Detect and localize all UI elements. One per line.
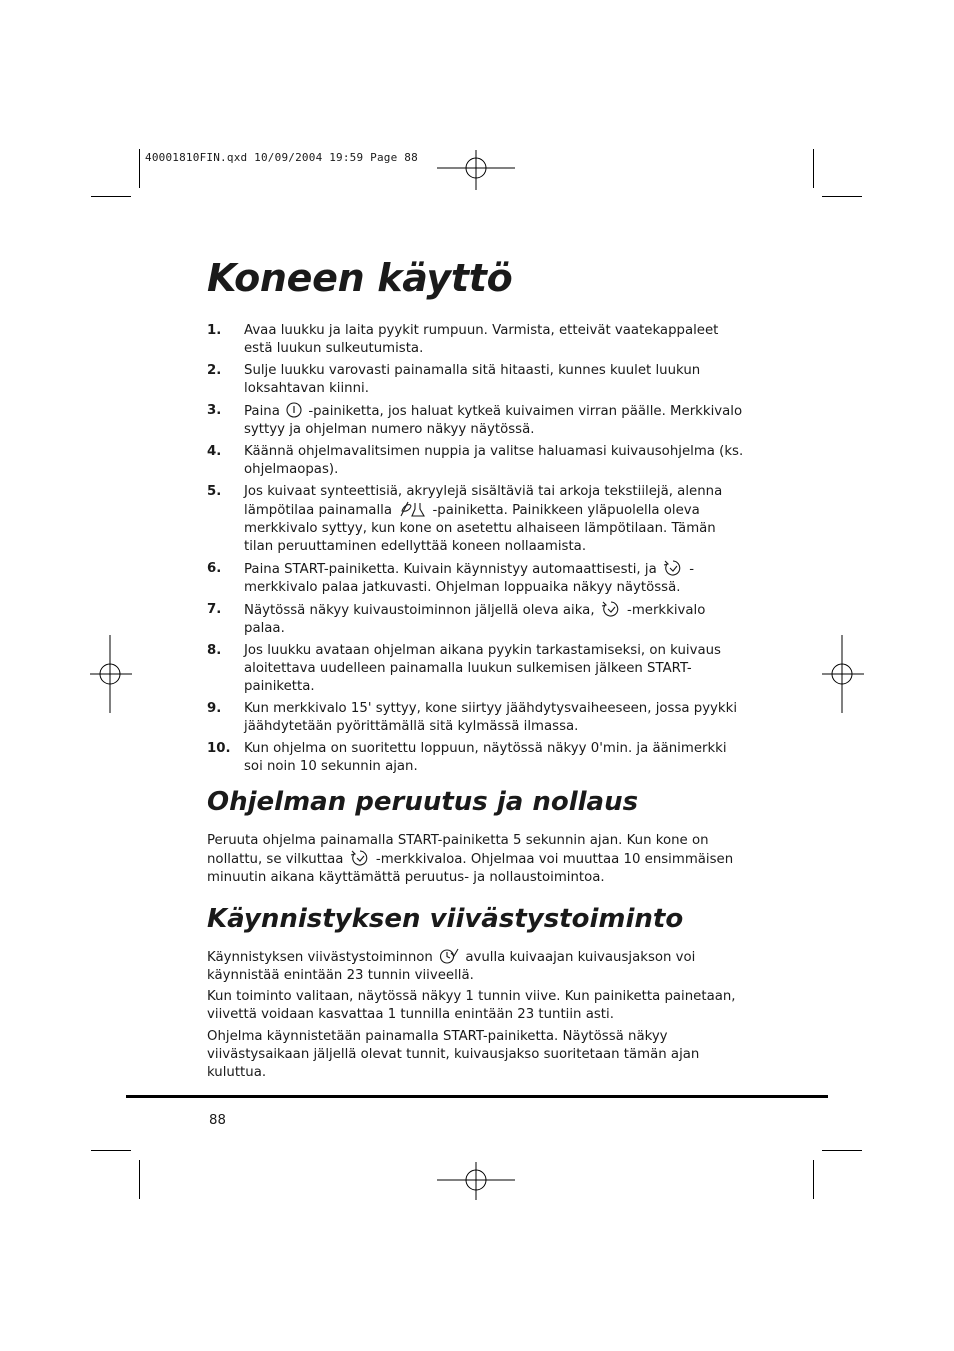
page-title: Koneen käyttö [207, 256, 513, 300]
step-text-before: Paina [244, 404, 280, 419]
delay-start-paragraph-1 [207, 948, 747, 985]
crop-mark [139, 1160, 140, 1199]
timer-icon [350, 850, 370, 866]
step-text-after: -merkkivalo palaa jatkuvasti. Ohjelman loppuaika näkyy näytössä. [244, 562, 695, 595]
crop-mark [139, 149, 140, 188]
delay-start-icon [439, 948, 459, 964]
step-text: Käännä ohjelmavalitsimen nuppia ja valitse haluamasi kuivausohjelma (ks. ohjelmaopas). [244, 444, 744, 477]
delay-start-paragraph-3: Ohjelma käynnistetään painamalla START-painiketta. Näytössä näkyy viivästysaikaan jäljellä olevat tunnit, kuivausjakso suoritetaan tämän ajan kuluttua. [207, 1029, 700, 1080]
crop-mark [822, 196, 862, 197]
paragraph-text-before: Peruuta ohjelma painamalla START-painiketta 5 sekunnin ajan. Kun kone on nollattu, se vilkuttaa [207, 833, 709, 867]
paragraph-text-after: avulla kuivaajan kuivausjakson voi käynnistää enintään 23 tunnin viiveellä. [207, 950, 696, 983]
timer-icon [663, 560, 683, 576]
crop-mark [822, 1150, 862, 1151]
list-item [207, 402, 747, 439]
step-text: Sulje luukku varovasti painamalla sitä hitaasti, kunnes kuulet luukun loksahtavan kiinni. [244, 363, 701, 396]
step-number: 4. [207, 444, 222, 459]
paragraph-text-before: Käynnistyksen viivästystoiminnon [207, 950, 433, 965]
list-item [207, 322, 747, 358]
step-text-after: -merkkivalo palaa. [244, 603, 706, 636]
crop-mark [91, 196, 131, 197]
step-text: Avaa luukku ja laita pyykit rumpuun. Varmista, etteivät vaatekappaleet estä luukun sulkeutumista. [244, 323, 719, 356]
low-heat-icon [398, 501, 426, 517]
list-item [207, 443, 747, 479]
step-number: 8. [207, 643, 222, 658]
step-number: 2. [207, 363, 222, 378]
print-slug: 40001810FIN.qxd 10/09/2004 19:59 Page 88 [145, 151, 418, 164]
list-item [207, 642, 747, 696]
step-number: 10. [207, 741, 231, 756]
registration-mark-icon [822, 635, 864, 713]
step-text: Kun merkkivalo 15' syttyy, kone siirtyy jäähdytysvaiheeseen, jossa pyykki jäähdytetään pyörittämällä sitä kylmässä ilmassa. [244, 701, 738, 734]
cancel-reset-paragraph [207, 832, 747, 887]
paragraph-text-after: -merkkivaloa. Ohjelmaa voi muuttaa 10 ensimmäisen minuutin aikana käyttämättä peruutus- ja nollaustoimintoa. [207, 852, 734, 885]
step-number: 9. [207, 701, 222, 716]
list-item [207, 483, 747, 556]
step-text-before: Näytössä näkyy kuivaustoiminnon jäljellä oleva aika, [244, 603, 595, 618]
timer-icon [601, 601, 621, 617]
step-text-before: Paina START-painiketta. Kuivain käynnistyy automaattisesti, ja [244, 562, 657, 577]
registration-mark-icon [437, 1162, 517, 1200]
step-number: 7. [207, 602, 222, 617]
delay-start-paragraph-2: Kun toiminto valitaan, näytössä näkyy 1 tunnin viive. Kun painiketta painetaan, viivettä voidaan kasvattaa 1 tunnilla enintään 23 tuntiin asti. [207, 989, 736, 1022]
crop-mark [813, 149, 814, 188]
list-item [207, 740, 747, 776]
power-icon [286, 402, 302, 418]
list-item [207, 362, 747, 398]
list-item [207, 601, 747, 638]
step-number: 3. [207, 403, 222, 418]
step-text-after: -painiketta. Painikkeen yläpuolella oleva merkkivalo syttyy, kun kone on asetettu alhaiseen lämpötilaan. Tämän tilan peruuttaminen edellyttää koneen nollaamista. [244, 503, 716, 554]
step-number: 1. [207, 323, 222, 338]
steps-list [207, 322, 747, 780]
section-heading-delay-start: Käynnistyksen viivästystoiminto [207, 904, 684, 934]
list-item [207, 700, 747, 736]
footer-rule [126, 1095, 828, 1098]
step-number: 5. [207, 484, 222, 499]
page-number: 88 [209, 1113, 226, 1128]
registration-mark-icon [90, 635, 132, 713]
registration-mark-icon [437, 150, 517, 190]
step-text-after: -painiketta, jos haluat kytkeä kuivaimen virran päälle. Merkkivalo syttyy ja ohjelman numero näkyy näytössä. [244, 404, 743, 437]
section-heading-cancel-reset: Ohjelman peruutus ja nollaus [207, 787, 639, 817]
step-text-before: Jos kuivaat synteettisiä, akryylejä sisältäviä tai arkoja tekstiilejä, alenna lämpötilaa painamalla [244, 484, 723, 518]
crop-mark [813, 1160, 814, 1199]
crop-mark [91, 1150, 131, 1151]
step-text: Jos luukku avataan ohjelman aikana pyykin tarkastamiseksi, on kuivaus aloitettava uudelleen painamalla luukun sulkemisen jälkeen START-painiketta. [244, 643, 721, 694]
step-text: Kun ohjelma on suoritettu loppuun, näytössä näkyy 0'min. ja äänimerkki soi noin 10 sekunnin ajan. [244, 741, 727, 774]
step-number: 6. [207, 561, 222, 576]
list-item [207, 560, 747, 597]
